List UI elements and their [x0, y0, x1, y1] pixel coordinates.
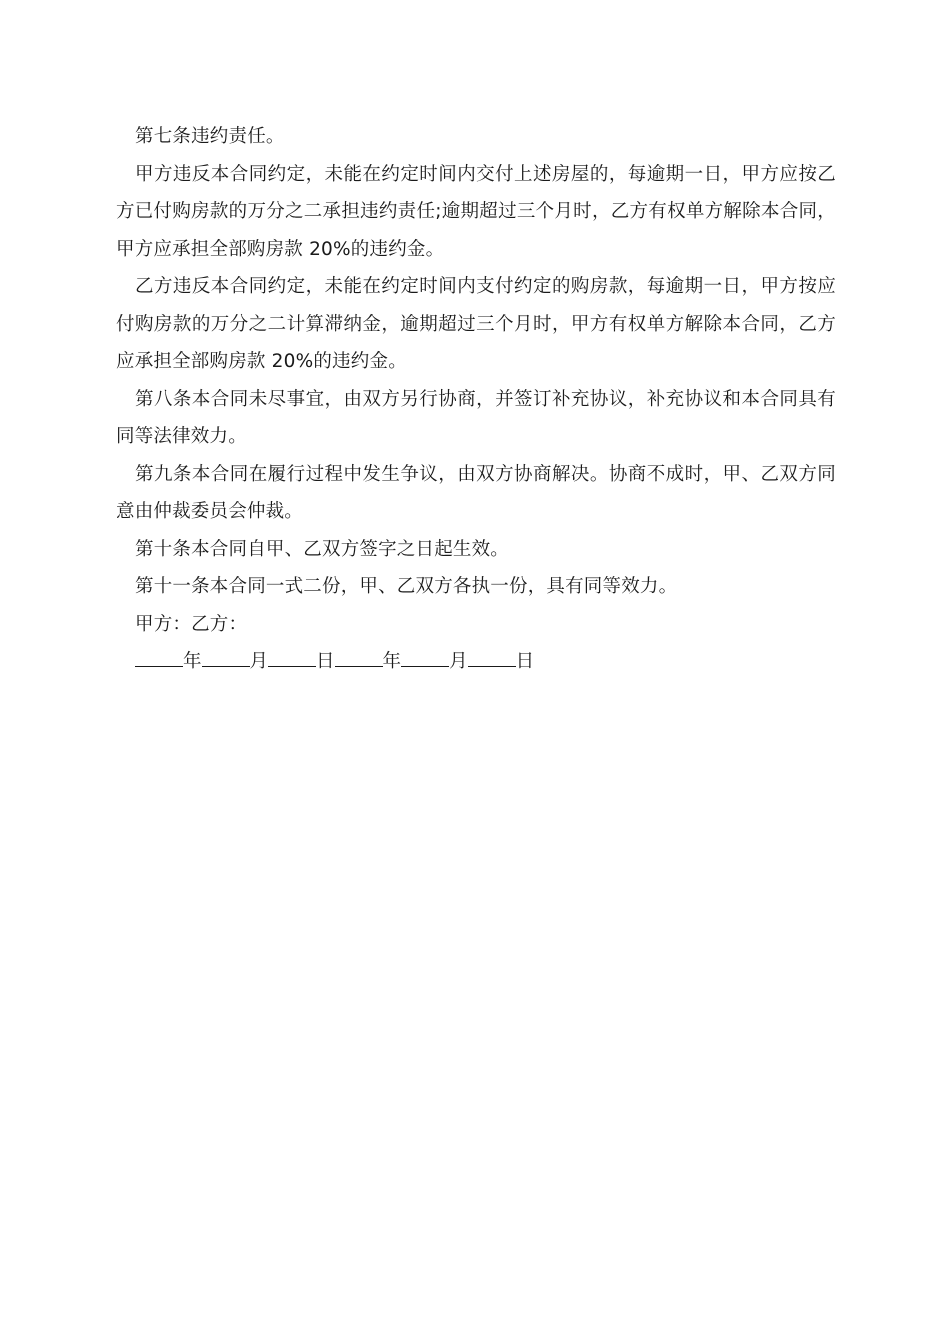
party-b-day-blank[interactable] — [468, 646, 516, 667]
signature-parties: 甲方：乙方： — [135, 613, 248, 635]
party-b-day-label: 日 — [515, 651, 535, 672]
party-a-day-label: 日 — [316, 651, 335, 672]
article-9-clause: 第九条本合同在履行过程中发生争议，由双方协商解决。协商不成时，甲、乙双方同意由仲裁委员会仲裁。 — [116, 463, 836, 522]
party-b-month-label: 月 — [449, 651, 468, 672]
article-8-clause: 第八条本合同未尽事宜，由双方另行协商，并签订补充协议，补充协议和本合同具有同等法律效力。 — [116, 388, 836, 447]
party-b-year-label: 年 — [382, 651, 402, 672]
party-b-month-blank[interactable] — [401, 646, 449, 667]
article-11-clause: 第十一条本合同一式二份，甲、乙双方各执一份，具有同等效力。 — [135, 576, 678, 597]
party-b-breach-clause: 乙方违反本合同约定，未能在约定时间内支付约定的购房款，每逾期一日，甲方按应付购房款的万分之二计算滞纳金，逾期超过三个月时，甲方有权单方解除本合同，乙方应承担全部购房款 20%的违约金。 — [116, 276, 836, 372]
signature-date-line — [116, 643, 836, 681]
party-a-day-blank[interactable] — [268, 646, 316, 667]
party-a-breach-clause: 甲方违反本合同约定，未能在约定时间内交付上述房屋的，每逾期一日，甲方应按乙方已付购房款的万分之二承担违约责任;逾期超过三个月时，乙方有权单方解除本合同，甲方应承担全部购房款 20%的违约金。 — [116, 163, 836, 260]
party-a-month-label: 月 — [249, 651, 269, 672]
party-a-month-blank[interactable] — [202, 646, 250, 667]
party-a-year-blank[interactable] — [135, 646, 183, 667]
contract-body — [116, 118, 836, 681]
party-b-year-blank[interactable] — [335, 646, 383, 667]
article-10-clause: 第十条本合同自甲、乙双方签字之日起生效。 — [135, 538, 510, 560]
article-7-heading: 第七条违约责任。 — [135, 126, 285, 147]
party-a-year-label: 年 — [183, 651, 202, 672]
